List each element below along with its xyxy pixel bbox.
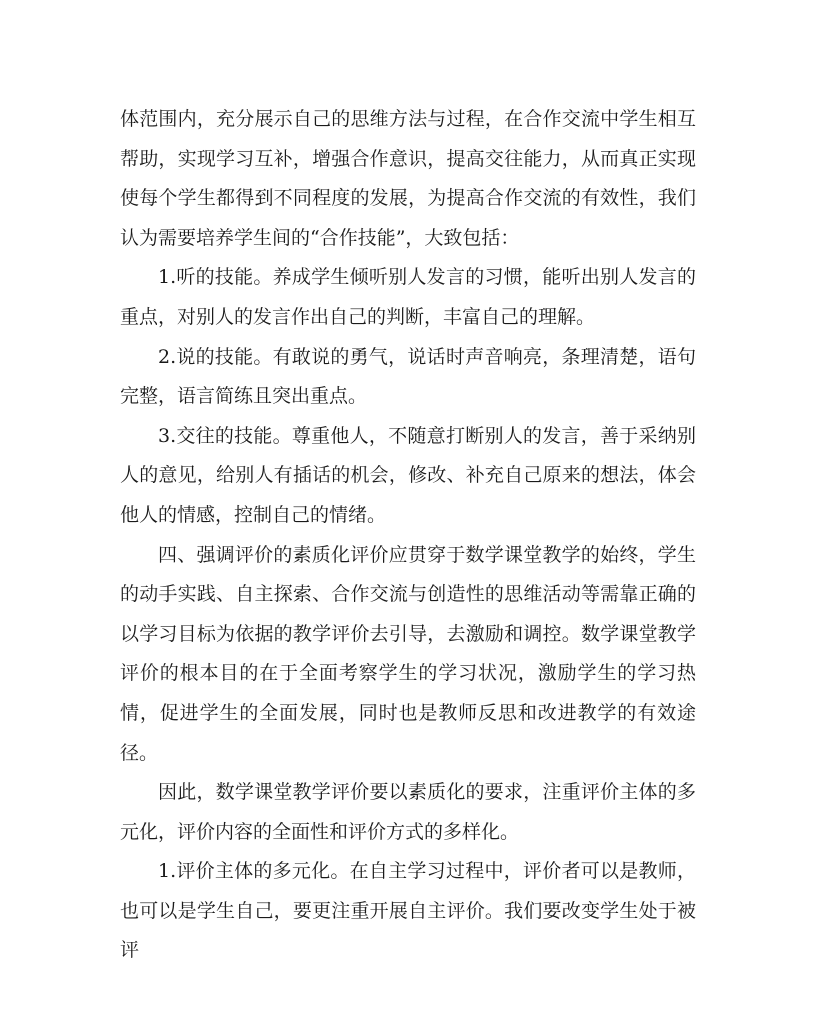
paragraph-communication-skill: 3.交往的技能。尊重他人，不随意打断别人的发言，善于采纳别人的意见，给别人有插话的机会，修改、补充自己原来的想法，体会他人的情感，控制自己的情绪。: [120, 424, 696, 526]
paragraph-speaking-skill: 2.说的技能。有敢说的勇气，说话时声音响亮，条理清楚，语句完整，语言简练且突出重点。: [120, 345, 696, 408]
paragraph-therefore: 因此，数学课堂教学评价要以素质化的要求，注重评价主体的多元化，评价内容的全面性和评价方式的多样化。: [120, 781, 696, 843]
paragraph-section-four: 四、强调评价的素质化评价应贯穿于数学课堂教学的始终，学生的动手实践、自主探索、合作交流与创造性的思维活动等需靠正确的以学习目标为依据的教学评价去引导，去激励和调控。数学课堂教学评价的根本目的在于全面考察学生的学习状况，激励学生的学习热情，促进学生的全面发展，同时也是教师反思和改进教学的有效途径。: [120, 543, 696, 764]
paragraph-listening-skill: 1.听的技能。养成学生倾听别人发言的习惯，能听出别人发言的重点，对别人的发言作出自己的判断，丰富自己的理解。: [120, 266, 696, 328]
paragraph-evaluation-subject: 1.评价主体的多元化。在自主学习过程中，评价者可以是教师，也可以是学生自己，要更注重开展自主评价。我们要改变学生处于被评: [120, 860, 696, 962]
paragraph-continuation: 体范围内，充分展示自己的思维方法与过程，在合作交流中学生相互帮助，实现学习互补，增强合作意识，提高交往能力，从而真正实现使每个学生都得到不同程度的发展，为提高合作交流的有效性，我们认为需要培养学生间的“合作技能”，大致包括：: [120, 108, 696, 249]
document-body: [120, 100, 696, 971]
